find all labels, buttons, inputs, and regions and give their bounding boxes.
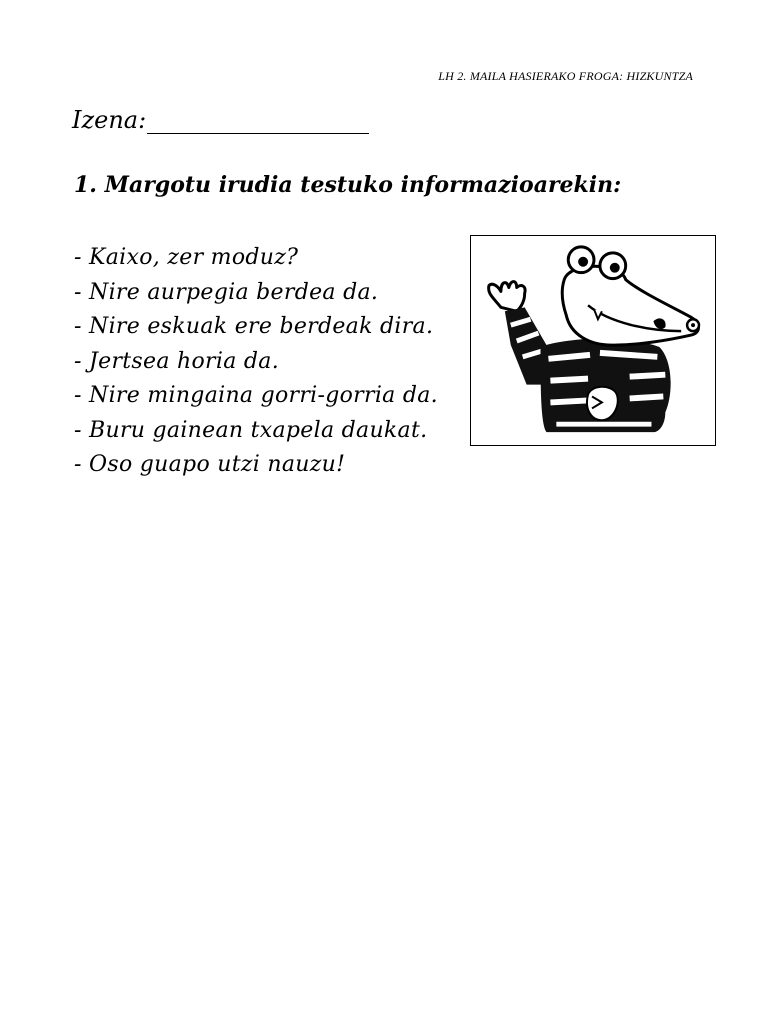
exercise-lines: [74, 241, 438, 483]
name-field: [72, 106, 369, 134]
exercise-line: - Nire mingaina gorri-gorria da.: [74, 383, 438, 408]
crocodile-drawing-icon: [471, 236, 715, 445]
exercise-line: - Kaixo, zer moduz?: [74, 245, 299, 270]
name-label: Izena:: [72, 106, 147, 134]
header-note: LH 2. MAILA HASIERAKO FROGA: HIZKUNTZA: [438, 69, 693, 83]
exercise-line: - Oso guapo utzi nauzu!: [74, 452, 346, 477]
exercise-line: - Nire aurpegia berdea da.: [74, 279, 379, 305]
exercise-line: - Jertsea horia da.: [74, 348, 280, 374]
name-blank-line[interactable]: [147, 109, 369, 134]
exercise-title: 1. Margotu irudia testuko informazioarekin:: [74, 172, 622, 198]
exercise-line: - Buru gainean txapela daukat.: [74, 417, 428, 443]
illustration-frame: [470, 235, 716, 446]
exercise-line: - Nire eskuak ere berdeak dira.: [74, 314, 434, 339]
